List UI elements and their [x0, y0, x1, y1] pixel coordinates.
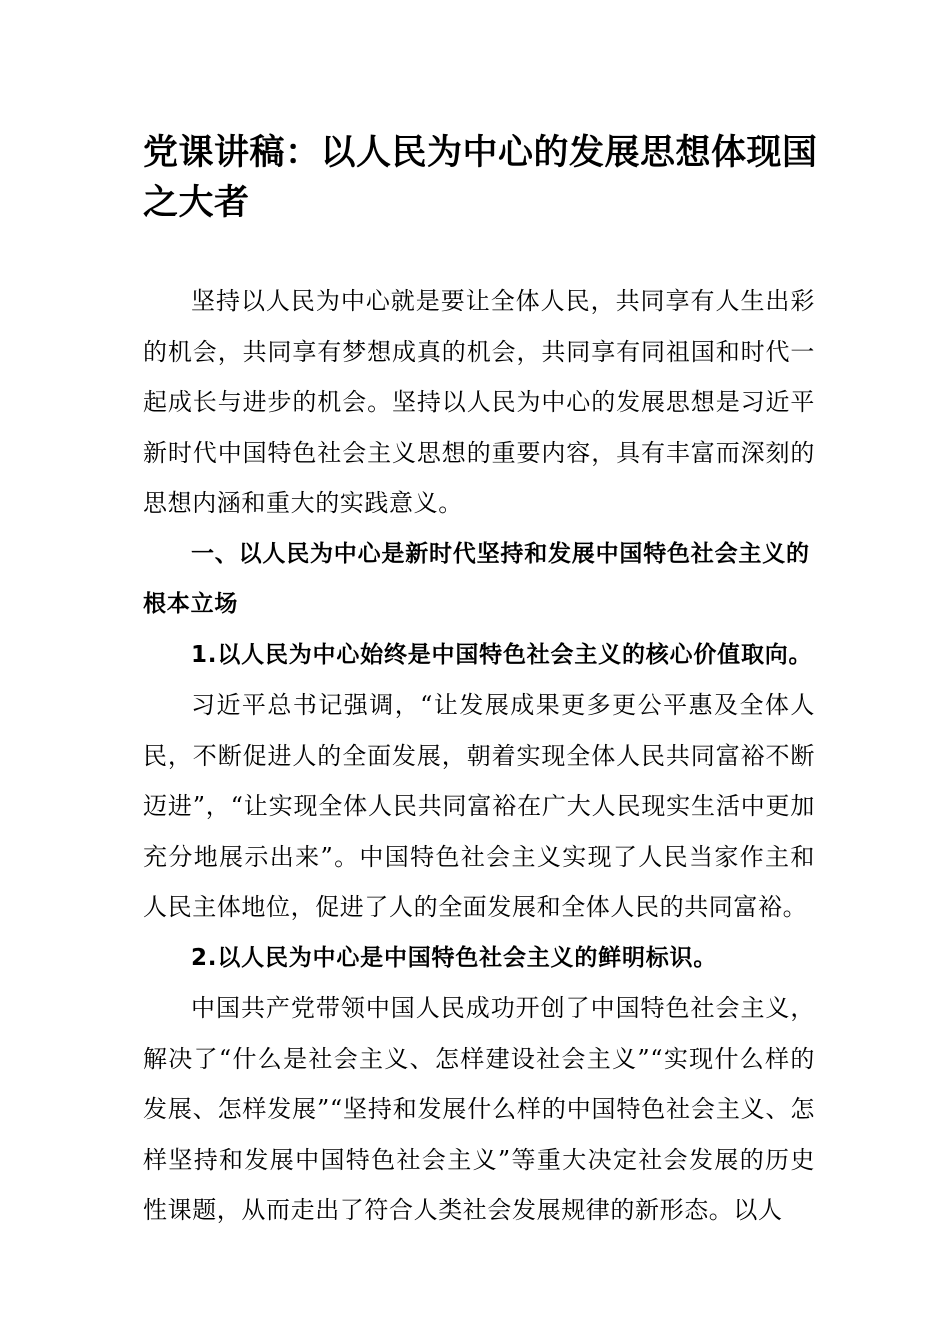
- document-body: [143, 276, 815, 1236]
- body-paragraph-2: 中国共产党带领中国人民成功开创了中国特色社会主义，解决了“什么是社会主义、怎样建设社会主义”“实现什么样的发展、怎样发展”“坚持和发展什么样的中国特色社会主义、怎样坚持和发展中国特色社会主义”等重大决定社会发展的历史性课题，从而走出了符合人类社会发展规律的新形态。以人: [143, 994, 815, 1224]
- document-title: 党课讲稿：以人民为中心的发展思想体现国之大者: [143, 133, 818, 223]
- subsection-heading-1: 1.以人民为中心始终是中国特色社会主义的核心价值取向。: [191, 641, 813, 668]
- subsection-heading-2: 2.以人民为中心是中国特色社会主义的鲜明标识。: [191, 944, 718, 971]
- body-paragraph-1: 习近平总书记强调，“让发展成果更多更公平惠及全体人民，不断促进人的全面发展，朝着实现全体人民共同富裕不断迈进”，“让实现全体人民共同富裕在广大人民现实生活中更加充分地展示出来”。中国特色社会主义实现了人民当家作主和人民主体地位，促进了人的全面发展和全体人民的共同富裕。: [143, 691, 815, 921]
- intro-paragraph: 坚持以人民为中心就是要让全体人民，共同享有人生出彩的机会，共同享有梦想成真的机会，共同享有同祖国和时代一起成长与进步的机会。坚持以人民为中心的发展思想是习近平新时代中国特色社会主义思想的重要内容，具有丰富而深刻的思想内涵和重大的实践意义。: [143, 287, 815, 517]
- section-heading-1: 一、以人民为中心是新时代坚持和发展中国特色社会主义的根本立场: [143, 540, 810, 617]
